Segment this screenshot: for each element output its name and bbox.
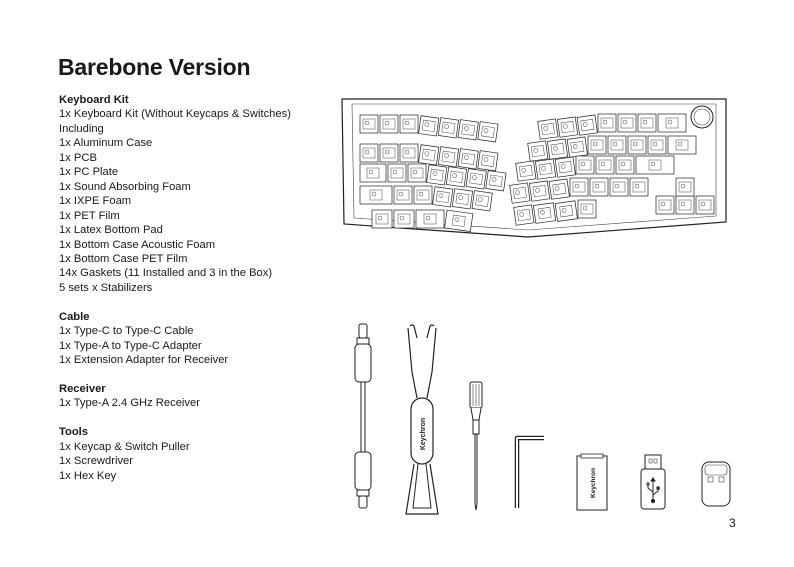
key-outline bbox=[380, 144, 398, 162]
package-contents-list bbox=[59, 93, 319, 498]
key-outline bbox=[668, 136, 696, 154]
group-heading: Receiver bbox=[59, 383, 106, 396]
group-cable bbox=[59, 310, 319, 368]
list-item: 1x Hex Key bbox=[59, 469, 117, 482]
key-outline bbox=[433, 187, 453, 207]
list-item: 1x IXPE Foam bbox=[59, 195, 132, 208]
key-outline bbox=[466, 169, 486, 189]
key-outline bbox=[416, 210, 444, 228]
list-item: 1x Sound Absorbing Foam bbox=[59, 180, 191, 193]
key-outline bbox=[596, 156, 614, 174]
key-outline bbox=[438, 147, 458, 167]
key-outline bbox=[676, 196, 694, 214]
list-item: 1x Bottom Case Acoustic Foam bbox=[59, 238, 216, 251]
key-outline bbox=[616, 156, 634, 174]
key-outline bbox=[555, 201, 577, 222]
key-outline bbox=[618, 114, 636, 132]
list-item: 1x Type-C to Type-C Cable bbox=[59, 325, 194, 338]
key-outline bbox=[419, 145, 439, 165]
key-outline bbox=[610, 178, 628, 196]
key-outline bbox=[570, 178, 588, 196]
key-outline bbox=[514, 205, 534, 225]
page-number: 3 bbox=[729, 516, 736, 530]
key-outline bbox=[360, 144, 378, 162]
hex-key-illustration bbox=[512, 432, 548, 512]
list-item: 1x PC Plate bbox=[59, 166, 119, 179]
page-title: Barebone Version bbox=[58, 54, 251, 80]
key-outline bbox=[577, 115, 597, 135]
key-outline bbox=[510, 183, 530, 203]
key-outline bbox=[658, 114, 686, 132]
key-outline bbox=[555, 157, 575, 177]
key-outline bbox=[452, 189, 472, 209]
key-outline bbox=[535, 159, 555, 179]
key-outline bbox=[360, 164, 386, 182]
screwdriver-illustration bbox=[464, 380, 488, 512]
key-outline bbox=[630, 178, 648, 196]
key-outline bbox=[438, 118, 458, 138]
list-item: 1x Extension Adapter for Receiver bbox=[59, 354, 229, 367]
key-outline bbox=[547, 139, 567, 159]
usb-adapter-illustration bbox=[636, 452, 672, 514]
key-outline bbox=[360, 115, 378, 133]
key-outline bbox=[394, 186, 412, 204]
key-outline bbox=[648, 136, 666, 154]
key-outline bbox=[458, 149, 478, 169]
list-item: Including bbox=[59, 122, 104, 135]
key-outline bbox=[486, 171, 506, 191]
list-item: 14x Gaskets (11 Installed and 3 in the Box) bbox=[59, 267, 273, 280]
list-item: 5 sets x Stabilizers bbox=[59, 281, 153, 294]
list-item: 1x Bottom Case PET Film bbox=[59, 252, 188, 265]
key-outline bbox=[528, 141, 548, 161]
key-outline bbox=[360, 186, 392, 204]
list-item: 1x Screwdriver bbox=[59, 455, 133, 468]
list-item: 1x Latex Bottom Pad bbox=[59, 224, 163, 237]
key-outline bbox=[472, 191, 492, 211]
list-item: 1x Keyboard Kit (Without Keycaps & Switches) bbox=[59, 108, 291, 121]
list-item: 1x Type-A to Type-C Adapter bbox=[59, 339, 202, 352]
key-outline bbox=[676, 178, 694, 196]
key-outline bbox=[549, 179, 569, 199]
group-tools bbox=[59, 425, 319, 483]
extension-adapter-illustration bbox=[574, 452, 610, 512]
receiver-illustration bbox=[698, 458, 734, 510]
usb-c-cable-illustration bbox=[346, 322, 382, 512]
list-item: 1x Aluminum Case bbox=[59, 137, 153, 150]
key-outline bbox=[408, 164, 426, 182]
keyboard-illustration bbox=[338, 96, 730, 246]
group-keyboard-kit bbox=[59, 93, 319, 295]
key-outline bbox=[414, 186, 432, 204]
key-outline bbox=[478, 151, 498, 171]
group-heading: Cable bbox=[59, 310, 90, 323]
group-heading: Keyboard Kit bbox=[59, 94, 129, 106]
key-outline bbox=[656, 196, 674, 214]
list-item: 1x PCB bbox=[59, 151, 97, 164]
key-outline bbox=[557, 117, 577, 137]
key-outline bbox=[372, 210, 392, 228]
group-heading: Tools bbox=[59, 426, 89, 439]
key-outline bbox=[578, 200, 596, 218]
key-outline bbox=[388, 164, 406, 182]
key-outline bbox=[427, 165, 447, 185]
key-outline bbox=[576, 156, 594, 174]
key-outline bbox=[628, 136, 646, 154]
key-outline bbox=[638, 114, 656, 132]
list-item: 1x PET Film bbox=[59, 209, 120, 222]
key-outline bbox=[590, 178, 608, 196]
key-outline bbox=[533, 203, 555, 224]
list-item: 1x Keycap & Switch Puller bbox=[59, 440, 190, 453]
key-outline bbox=[380, 115, 398, 133]
key-outline bbox=[608, 136, 626, 154]
group-receiver bbox=[59, 382, 319, 411]
key-outline bbox=[588, 136, 606, 154]
key-outline bbox=[419, 116, 439, 136]
key-outline bbox=[446, 167, 466, 187]
key-outline bbox=[458, 120, 478, 140]
key-outline bbox=[529, 181, 549, 201]
key-outline bbox=[478, 122, 498, 142]
keycap-switch-puller-illustration bbox=[398, 322, 446, 518]
list-item: 1x Type-A 2.4 GHz Receiver bbox=[59, 397, 200, 410]
key-outline bbox=[516, 161, 536, 181]
puller-brand-label: Keychron bbox=[420, 417, 427, 451]
key-outline bbox=[394, 210, 414, 228]
key-outline bbox=[538, 119, 558, 139]
adapter-brand-label: Keychron bbox=[590, 468, 597, 498]
key-outline bbox=[400, 115, 418, 133]
key-outline bbox=[598, 114, 616, 132]
key-outline bbox=[445, 210, 473, 231]
key-outline bbox=[636, 156, 674, 174]
key-outline bbox=[567, 137, 587, 157]
key-outline bbox=[400, 144, 418, 162]
key-outline bbox=[696, 196, 714, 214]
